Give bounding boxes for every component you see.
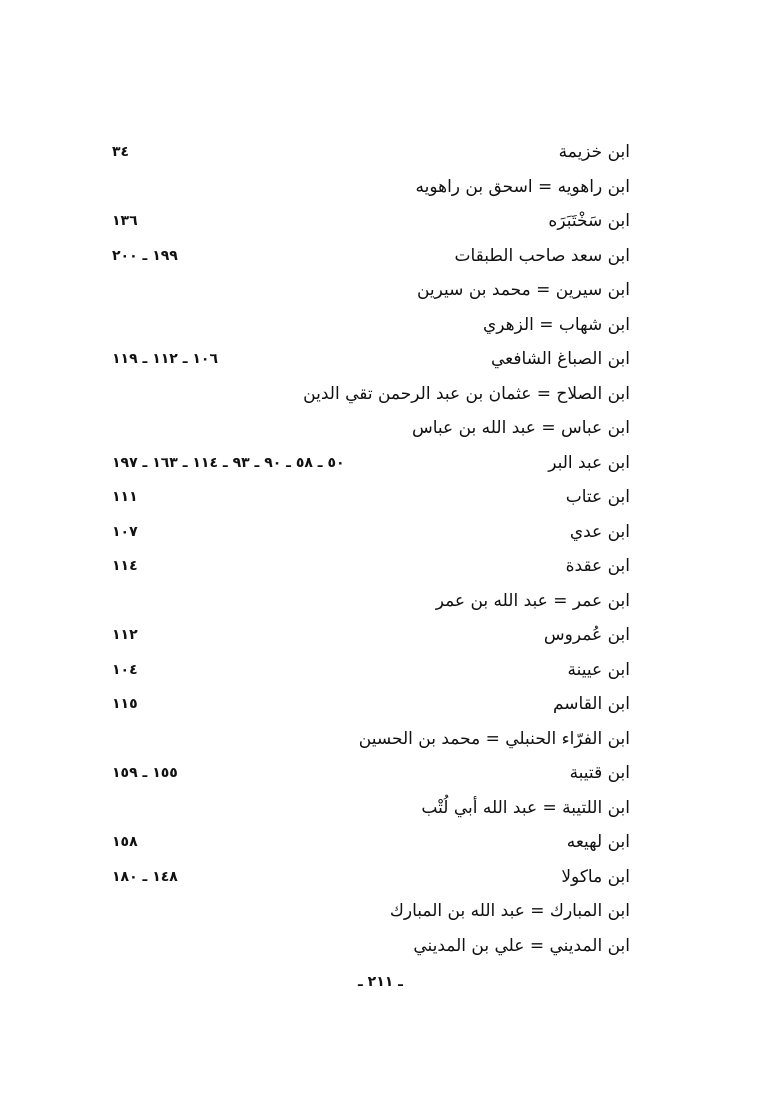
index-entry: [0, 481, 761, 516]
entry-pages: ١٠٧: [112, 523, 138, 540]
entry-pages: ٥٠ ـ ٥٨ ـ ٩٠ ـ ٩٣ ـ ١١٤ ـ ١٦٣ ـ ١٩٧: [112, 454, 345, 471]
index-entry: [0, 240, 761, 275]
entry-pages: ١٩٩ ـ ٢٠٠: [112, 247, 178, 264]
index-entry: [0, 895, 761, 930]
index-entry: [0, 826, 761, 861]
entry-name: ابن عدي: [569, 521, 630, 542]
entry-name: ابن عيينة: [567, 659, 630, 680]
index-entry: [0, 378, 761, 413]
entry-pages: ١١١: [112, 489, 138, 505]
entry-name: ابن سعد صاحب الطبقات: [454, 245, 630, 266]
index-entries: [0, 136, 761, 964]
entry-pages: ١٤٨ ـ ١٨٠: [112, 868, 178, 885]
index-entry: [0, 550, 761, 585]
entry-name: ابن خزيمة: [558, 142, 630, 162]
index-entry: [0, 861, 761, 896]
entry-pages: ١١٥: [112, 696, 138, 712]
entry-name: ابن المبارك = عبد الله بن المبارك: [389, 901, 630, 921]
index-entry: [0, 412, 761, 447]
entry-name: ابن عُمروس: [543, 625, 630, 645]
entry-name: ابن سَخْتَبَرَه: [548, 211, 630, 231]
index-entry: [0, 343, 761, 378]
index-entry: [0, 274, 761, 309]
entry-pages: ١١٢: [112, 627, 138, 643]
entry-name: ابن ماكولا: [561, 866, 630, 887]
entry-pages: ١٠٤: [112, 661, 138, 678]
index-entry: [0, 136, 761, 171]
entry-name: ابن قتيبة: [569, 763, 630, 783]
page-number: ـ ٢١١ ـ: [358, 974, 403, 990]
entry-name: ابن الفرّاء الحنبلي = محمد بن الحسين: [358, 728, 630, 749]
index-entry: [0, 585, 761, 620]
entry-name: ابن عبد البر: [548, 452, 630, 473]
index-entry: [0, 688, 761, 723]
entry-pages: ١٣٦: [112, 213, 138, 229]
entry-name: ابن شهاب = الزهري: [482, 314, 630, 335]
entry-pages: ١٠٦ ـ ١١٢ ـ ١١٩: [112, 351, 219, 367]
entry-name: ابن اللتيبة = عبد الله أبي لُتْب: [421, 797, 630, 818]
entry-name: ابن الصلاح = عثمان بن عبد الرحمن تقي الدين: [303, 383, 630, 404]
index-entry: [0, 930, 761, 965]
entry-name: ابن عباس = عبد الله بن عباس: [412, 418, 630, 438]
index-entry: [0, 516, 761, 551]
entry-name: ابن الصباغ الشافعي: [490, 349, 630, 369]
index-entry: [0, 757, 761, 792]
entry-name: ابن لهيعه: [566, 832, 630, 852]
entry-name: ابن سيرين = محمد بن سيرين: [416, 280, 630, 300]
index-entry: [0, 723, 761, 758]
entry-name: ابن المديني = علي بن المديني: [413, 935, 630, 956]
index-entry: [0, 654, 761, 689]
entry-name: ابن عتاب: [565, 487, 630, 507]
entry-name: ابن راهويه = اسحق بن راهويه: [415, 176, 630, 197]
index-entry: [0, 171, 761, 206]
index-entry: [0, 792, 761, 827]
entry-pages: ١١٤: [112, 558, 138, 574]
index-entry: [0, 205, 761, 240]
index-entry: [0, 447, 761, 482]
entry-name: ابن عقدة: [565, 556, 630, 576]
entry-pages: ١٥٥ ـ ١٥٩: [112, 765, 178, 781]
entry-pages: ٣٤: [112, 144, 130, 160]
index-entry: [0, 309, 761, 344]
entry-name: ابن عمر = عبد الله بن عمر: [435, 590, 630, 611]
entry-pages: ١٥٨: [112, 834, 138, 850]
index-entry: [0, 619, 761, 654]
entry-name: ابن القاسم: [552, 694, 630, 714]
